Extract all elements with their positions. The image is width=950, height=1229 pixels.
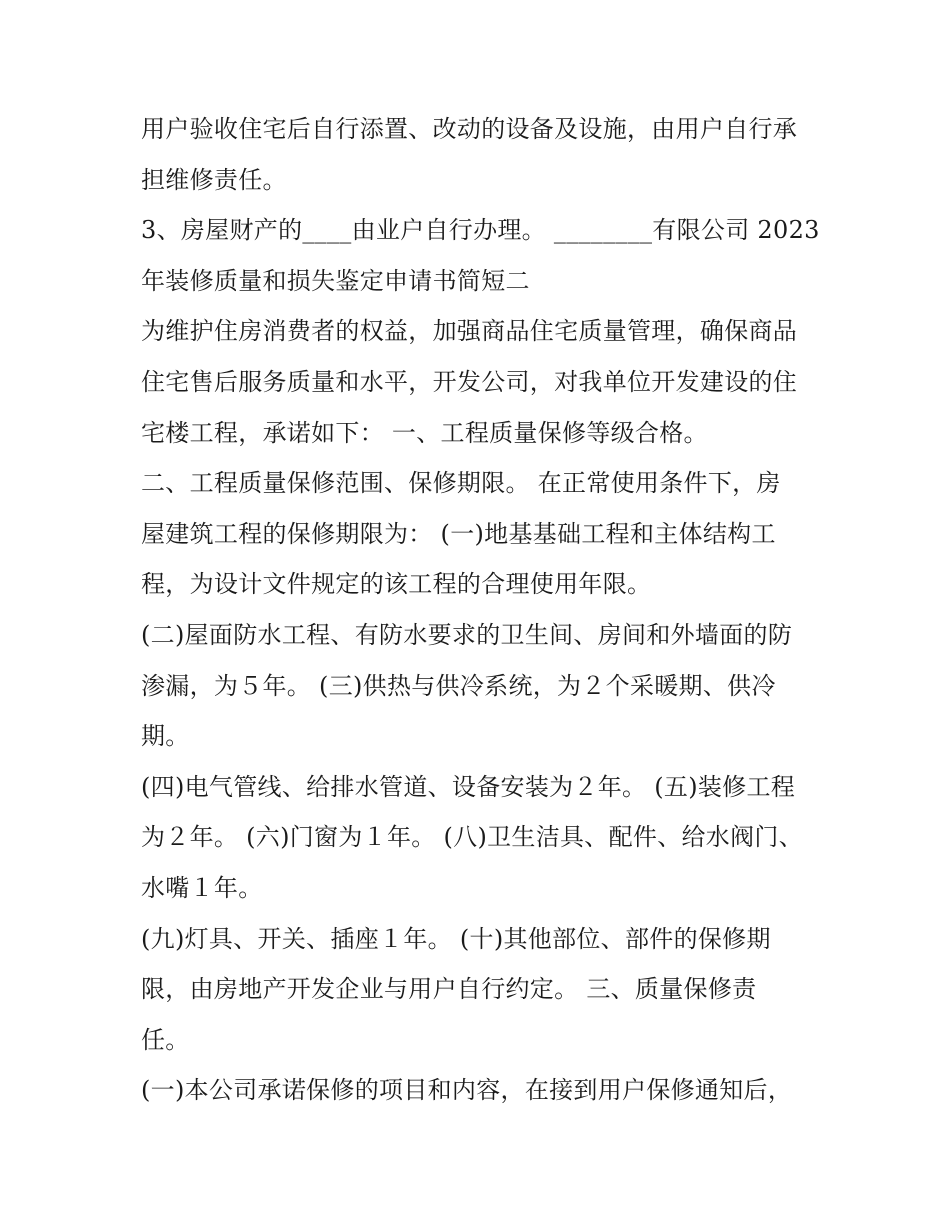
text-line: (九)灯具、开关、插座１年。 (十)其他部位、部件的保修期: [141, 924, 771, 953]
text-line: 担维修责任。: [141, 165, 287, 194]
text-line: 二、工程质量保修范围、保修期限。 在正常使用条件下，房: [141, 469, 781, 498]
text-line: 住宅售后服务质量和水平，开发公司，对我单位开发建设的住: [141, 367, 798, 396]
text-line: 渗漏，为５年。 (三)供热与供冷系统，为２个采暖期、供冷: [141, 671, 776, 700]
text-line: (四)电气管线、给排水管道、设备安装为２年。 (五)装修工程: [141, 772, 796, 801]
text-line: 任。: [141, 1025, 190, 1054]
text-line: 屋建筑工程的保修期限为： (一)地基基础工程和主体结构工: [141, 519, 776, 548]
text-line: 限，由房地产开发企业与用户自行约定。 三、质量保修责: [141, 975, 757, 1004]
text-line: 程，为设计文件规定的该工程的合理使用年限。: [141, 570, 652, 599]
text-line: 3、房屋财产的____由业户自行办理。 ________有限公司 2023: [141, 216, 820, 245]
text-line: 期。: [141, 722, 190, 751]
text-line: 为维护住房消费者的权益，加强商品住宅质量管理，确保商品: [141, 317, 798, 346]
text-line: 宅楼工程，承诺如下： 一、工程质量保修等级合格。: [141, 418, 708, 447]
text-line: 年装修质量和损失鉴定申请书简短二: [141, 266, 530, 295]
text-line: 水嘴１年。: [141, 873, 263, 902]
text-line: 用户验收住宅后自行添置、改动的设备及设施，由用户自行承: [141, 115, 798, 143]
text-line: (二)屋面防水工程、有防水要求的卫生间、房间和外墙面的防: [141, 620, 793, 649]
text-line: 为２年。 (六)门窗为１年。 (八)卫生洁具、配件、给水阀门、: [141, 823, 804, 852]
text-line: (一)本公司承诺保修的项目和内容，在接到用户保修通知后，: [141, 1076, 793, 1105]
document-body: [141, 104, 821, 1116]
